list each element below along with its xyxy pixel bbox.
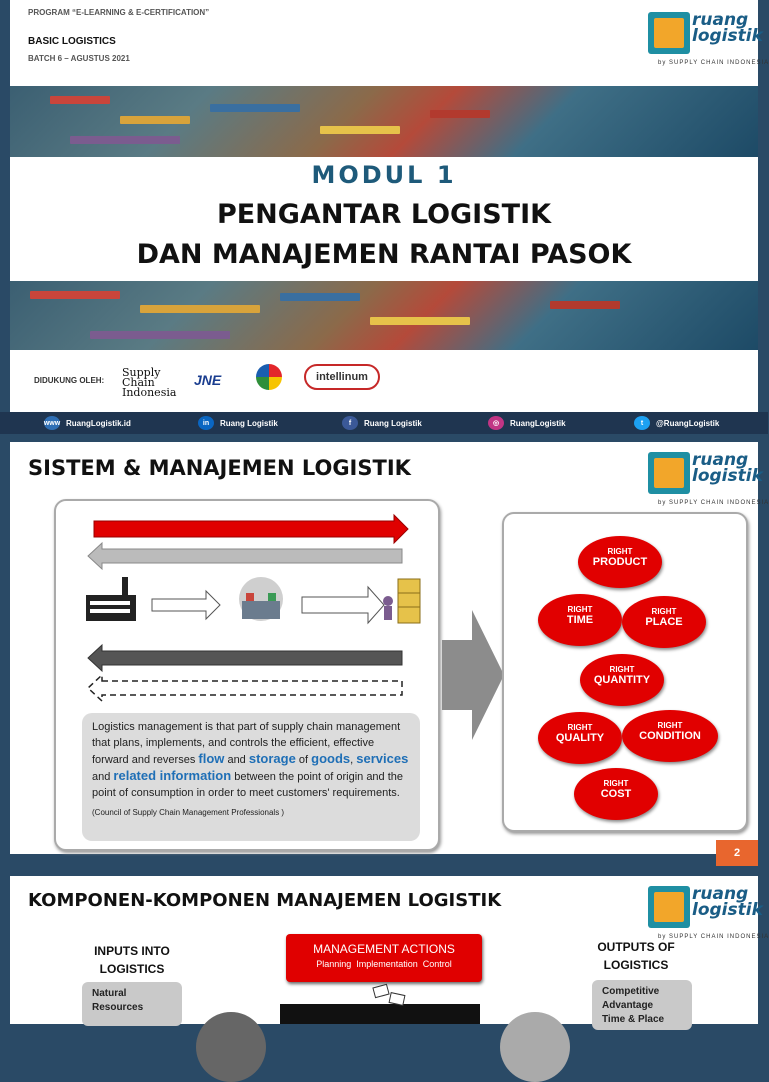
sponsors-bar <box>10 350 758 412</box>
outputs-label: OUTPUTS OF LOGISTICS <box>597 940 675 972</box>
logo-cube-icon <box>648 452 690 494</box>
www-icon: www <box>44 416 60 430</box>
flow-arrows <box>56 501 438 701</box>
facebook-icon: f <box>342 416 358 430</box>
sponsor-supply-chain-indonesia: Supply Chain Indonesia <box>122 366 177 399</box>
right-condition: RIGHT CONDITION <box>622 710 718 762</box>
dot-system-logo-icon <box>256 364 282 390</box>
social-link-website[interactable]: www RuangLogistik.id <box>44 416 131 430</box>
slide-title: KOMPONEN-KOMPONEN MANAJEMEN LOGISTIK <box>28 890 502 911</box>
hl-related-information: related information <box>113 768 232 783</box>
right-quality: RIGHT QUALITY <box>538 712 622 764</box>
reverse-information-arrow <box>88 675 402 701</box>
logo-cube-icon <box>648 12 690 54</box>
management-actions-title: MANAGEMENT ACTIONS <box>313 942 455 956</box>
logo-cube-icon <box>648 886 690 928</box>
factory-icon <box>86 577 136 621</box>
ruang-logistik-logo: ruang logistik by SUPPLY CHAIN INDONESIA <box>648 882 744 944</box>
batch-label: BATCH 6 – AGUSTUS 2021 <box>28 54 130 63</box>
management-actions-items: Planning Implementation Control <box>316 959 452 969</box>
twitter-icon: t <box>634 416 650 430</box>
linkedin-icon: in <box>198 416 214 430</box>
arrow-to-store <box>302 587 384 623</box>
hl-services: services <box>356 751 409 766</box>
ruang-logistik-logo: ruang logistik by SUPPLY CHAIN INDONESIA <box>648 448 744 510</box>
sponsor-intellinum: intellinum <box>304 364 380 390</box>
ruang-logistik-logo: ruang logistik by SUPPLY CHAIN INDONESIA <box>648 8 744 70</box>
social-link-linkedin[interactable]: in Ruang Logistik <box>198 416 278 430</box>
quote-citation: (Council of Supply Chain Management Professionals ) <box>92 808 285 817</box>
forward-flow-arrow <box>94 515 408 543</box>
slide-cover <box>10 0 769 412</box>
seven-rights-panel <box>502 512 748 832</box>
flow-diagram-panel <box>54 499 440 851</box>
output-competitive-advantage: Competitive Advantage <box>602 986 660 1011</box>
inputs-label: INPUTS INTO LOGISTICS <box>94 944 170 976</box>
right-time: RIGHT TIME <box>538 594 622 646</box>
warehouse-icon <box>239 577 283 621</box>
retail-shelf-icon <box>383 579 420 623</box>
port-photo-bottom <box>10 281 758 350</box>
output-time-place: Time & Place <box>602 1014 665 1025</box>
title-line-1: PENGANTAR LOGISTIK <box>216 199 552 230</box>
modul-label: MODUL 1 <box>311 161 457 189</box>
hl-flow: flow <box>198 751 225 766</box>
title-line-2: DAN MANAJEMEN RANTAI PASOK <box>136 239 632 270</box>
port-photo-top <box>10 86 758 157</box>
slide-title: SISTEM & MANAJEMEN LOGISTIK <box>28 456 411 480</box>
information-flow-arrow <box>88 645 402 671</box>
reverse-flow-arrow <box>88 543 402 569</box>
management-actions-box <box>286 934 482 982</box>
social-links-bar <box>0 412 768 434</box>
supported-by-label: DIDUKUNG OLEH: <box>34 376 105 385</box>
definition-quote: Logistics management is that part of supply chain management that plans, implements, and controls the efficient, effective forward and reverses flow and storage of goods, services and related information between the point of origin and the point of consumption in order to meet customers' requirements. (Council of Supply Chain Management Professionals ) <box>82 713 420 841</box>
hl-goods: goods <box>311 751 351 766</box>
program-label: PROGRAM “E-LEARNING & E-CERTIFICATION” <box>28 8 210 17</box>
instagram-icon: ◎ <box>488 416 504 430</box>
big-right-arrow-icon <box>442 610 504 740</box>
slide-sistem-logistik <box>10 442 769 859</box>
sponsor-jne: JNE <box>194 372 222 388</box>
social-link-twitter[interactable]: t @RuangLogistik <box>634 416 719 430</box>
process-papers-icon <box>370 982 410 1012</box>
course-label: BASIC LOGISTICS <box>28 36 116 47</box>
social-link-facebook[interactable]: f Ruang Logistik <box>342 416 422 430</box>
title-band <box>10 157 758 281</box>
outputs-box <box>592 980 692 1030</box>
arrow-to-warehouse <box>152 591 220 619</box>
page-number-badge: 2 <box>716 840 758 866</box>
social-link-instagram[interactable]: ◎ RuangLogistik <box>488 416 566 430</box>
hl-storage: storage <box>248 751 296 766</box>
output-circle <box>500 1012 570 1082</box>
right-quantity: RIGHT QUANTITY <box>580 654 664 706</box>
right-place: RIGHT PLACE <box>622 596 706 648</box>
right-cost: RIGHT COST <box>574 768 658 820</box>
right-product: RIGHT PRODUCT <box>578 536 662 588</box>
input-natural-resources: Natural Resources <box>82 982 182 1026</box>
input-circle <box>196 1012 266 1082</box>
slide-komponen-logistik <box>10 876 769 1025</box>
